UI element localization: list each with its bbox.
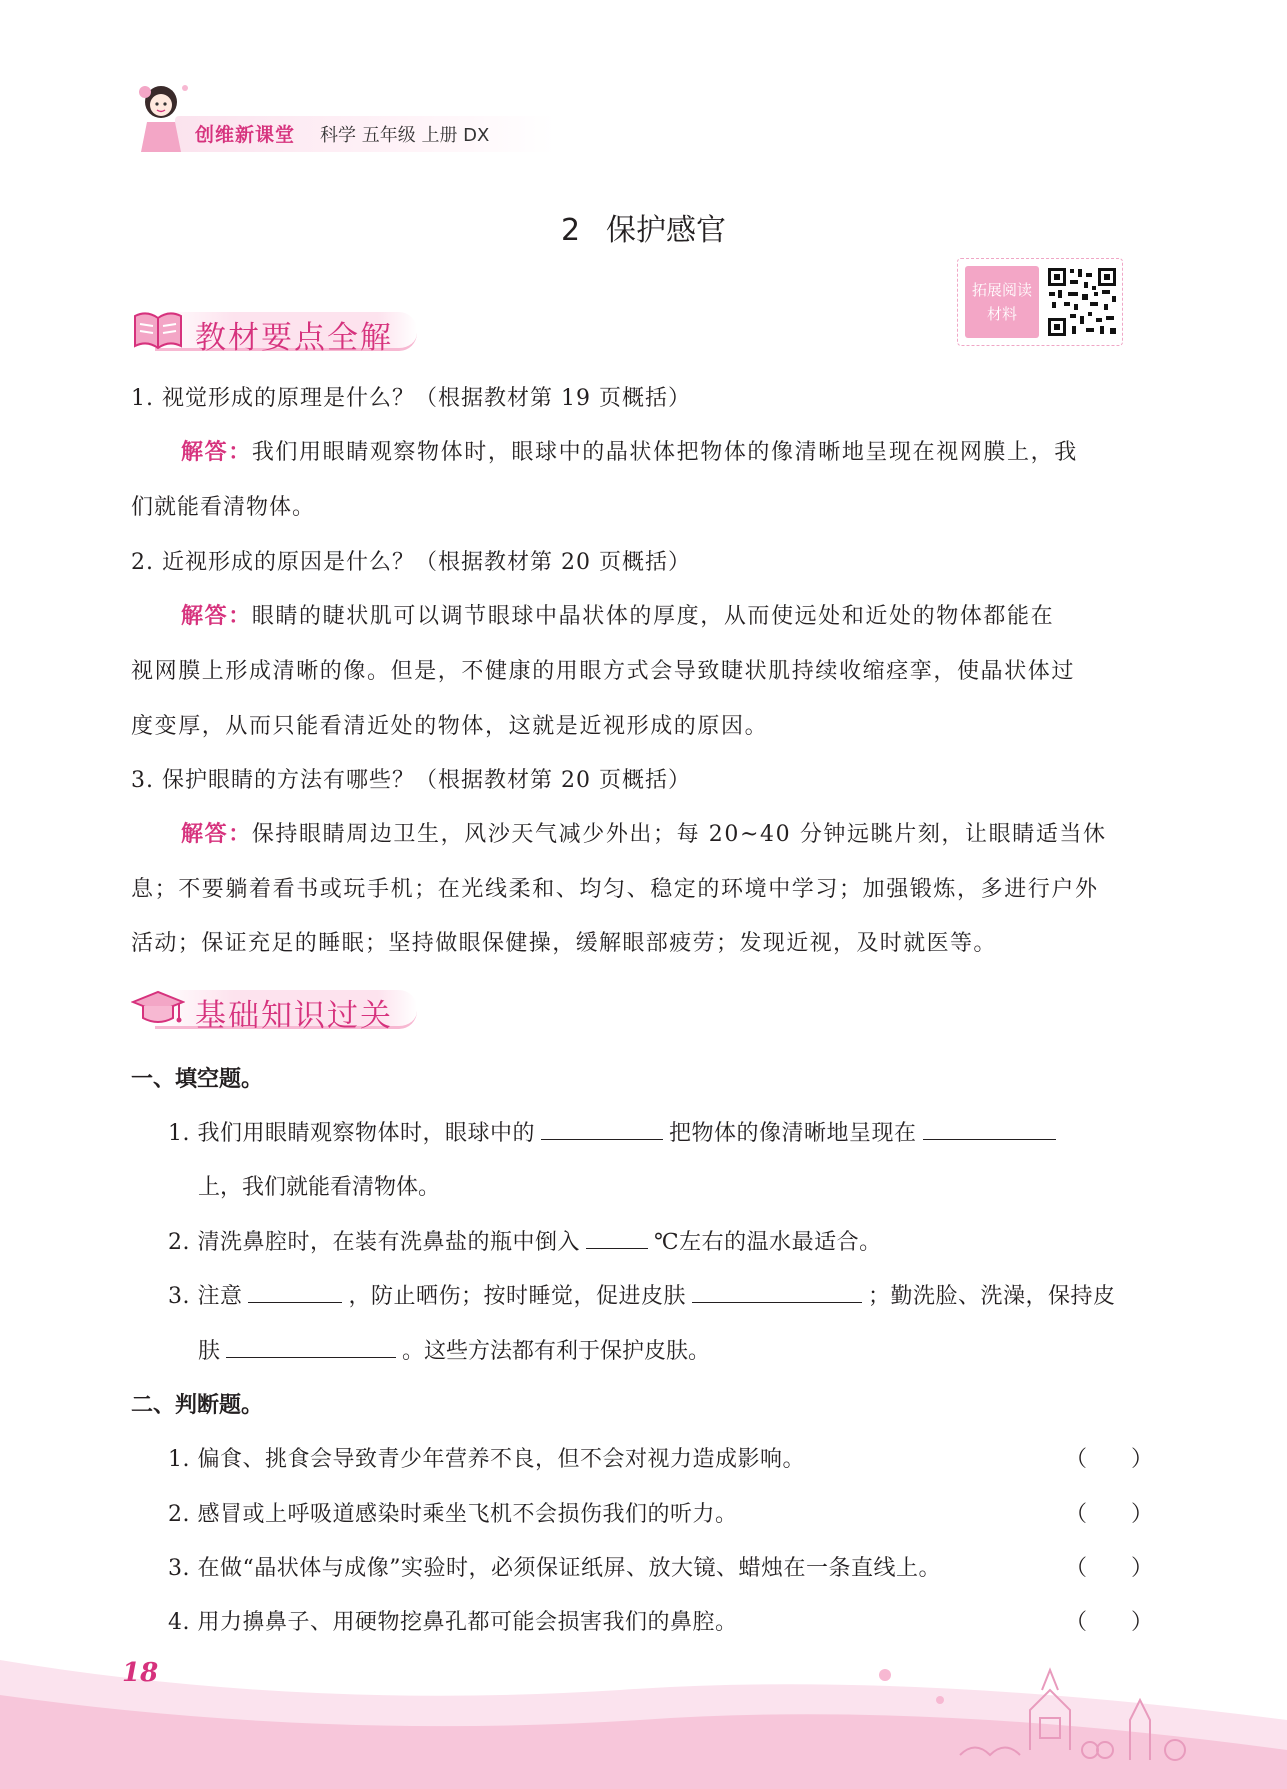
answer-3-line-1 <box>181 817 1137 848</box>
qr-reading-block[interactable] <box>957 258 1123 346</box>
fill-1-text-a: 1. 我们用眼睛观察物体时，眼球中的 <box>168 1121 535 1146</box>
answer-1-line-2: 们就能看清物体。 <box>131 495 316 520</box>
girl-mascot-icon <box>125 78 193 156</box>
book-icon <box>131 308 185 352</box>
judge-question-1: 1. 偏食、挑食会导致青少年营养不良，但不会对视力造成影响。 <box>168 1447 805 1472</box>
qr-label <box>965 266 1039 338</box>
fill-2-text-b: ℃左右的温水最适合。 <box>654 1230 882 1255</box>
judge-question-2: 2. 感冒或上呼吸道感染时乘坐飞机不会损伤我们的听力。 <box>168 1502 738 1527</box>
answer-label: 解答： <box>181 604 252 629</box>
judge-heading: 二、判断题。 <box>131 1393 264 1418</box>
answer-3-text: 保持眼睛周边卫生，风沙天气减少外出；每 20~40 分钟远眺片刻，让眼睛适当休 <box>251 822 1107 847</box>
question-2: 2. 近视形成的原因是什么？（根据教材第 20 页概括） <box>131 550 691 575</box>
fill-question-2 <box>168 1225 882 1256</box>
fill-3-text-d: 肤 <box>198 1339 221 1364</box>
lesson-title: 保护感官 <box>606 213 727 248</box>
answer-2-line-3: 度变厚，从而只能看清近处的物体，这就是近视形成的原因。 <box>131 714 769 739</box>
section-title: 教材要点全解 <box>195 320 393 356</box>
answer-2-text: 眼睛的睫状肌可以调节眼球中晶状体的厚度，从而使远处和近处的物体都能在 <box>251 604 1055 629</box>
fill-3-text-a: 3. 注意 <box>168 1284 243 1309</box>
answer-3-line-3: 活动；保证充足的睡眠；坚持做眼保健操，缓解眼部疲劳；发现近视，及时就医等。 <box>131 931 997 956</box>
qr-label-line2: 材料 <box>986 305 1017 323</box>
lesson-number: 2 <box>560 213 581 248</box>
blank-field[interactable] <box>248 1282 342 1303</box>
answer-2-line-2: 视网膜上形成清晰的像。但是，不健康的用眼方式会导致睫状肌持续收缩痉挛，使晶状体过 <box>131 659 1076 684</box>
blank-field[interactable] <box>692 1282 862 1303</box>
graduation-cap-icon <box>131 986 185 1030</box>
answer-2-line-1 <box>181 599 1137 630</box>
question-3: 3. 保护眼睛的方法有哪些？（根据教材第 20 页概括） <box>131 768 691 793</box>
section-head-textbook <box>131 300 431 356</box>
answer-label: 解答： <box>181 822 252 847</box>
qr-label-line1: 拓展阅读 <box>971 281 1032 299</box>
answer-parentheses[interactable]: （ ） <box>1065 1610 1154 1635</box>
fill-question-1-cont: 上，我们就能看清物体。 <box>198 1175 441 1200</box>
answer-label: 解答： <box>181 440 252 465</box>
answer-1-line-1 <box>181 435 1137 466</box>
answer-3-line-2: 息；不要躺着看书或玩手机；在光线柔和、均匀、稳定的环境中学习；加强锻炼，多进行户外 <box>131 877 1099 902</box>
fill-2-text-a: 2. 清洗鼻腔时，在装有洗鼻盐的瓶中倒入 <box>168 1230 580 1255</box>
fill-heading: 一、填空题。 <box>131 1067 264 1092</box>
page-title <box>0 205 1287 249</box>
section-title: 基础知识过关 <box>195 998 393 1034</box>
answer-parentheses[interactable]: （ ） <box>1065 1556 1154 1581</box>
fill-question-3 <box>168 1279 1116 1310</box>
fill-3-text-c: ；勤洗脸、洗澡，保持皮 <box>868 1284 1116 1309</box>
book-info: 科学 五年级 上册 DX <box>320 125 490 146</box>
question-1: 1. 视觉形成的原理是什么？（根据教材第 19 页概括） <box>131 386 691 411</box>
blank-field[interactable] <box>586 1228 648 1249</box>
page-header <box>125 78 555 158</box>
judge-question-3: 3. 在做“晶状体与成像”实验时，必须保证纸屏、放大镜、蜡烛在一条直线上。 <box>168 1556 941 1581</box>
section-head-basics <box>131 978 431 1034</box>
footer-decoration <box>0 1600 1287 1789</box>
fill-3-text-b: ，防止晒伤；按时睡觉，促进皮肤 <box>348 1284 686 1309</box>
answer-parentheses[interactable]: （ ） <box>1065 1447 1154 1472</box>
fill-question-3-cont <box>198 1334 710 1365</box>
page-number: 18 <box>122 1658 159 1688</box>
brand-name: 创维新课堂 <box>195 124 296 146</box>
judge-question-4: 4. 用力擤鼻子、用硬物挖鼻孔都可能会损害我们的鼻腔。 <box>168 1610 738 1635</box>
qr-code-icon[interactable] <box>1046 266 1118 338</box>
fill-question-1 <box>168 1116 1062 1147</box>
blank-field[interactable] <box>923 1119 1056 1140</box>
blank-field[interactable] <box>226 1337 396 1358</box>
blank-field[interactable] <box>541 1119 663 1140</box>
answer-parentheses[interactable]: （ ） <box>1065 1502 1154 1527</box>
fill-3-text-e: 。这些方法都有利于保护皮肤。 <box>402 1339 711 1364</box>
answer-1-text: 我们用眼睛观察物体时，眼球中的晶状体把物体的像清晰地呈现在视网膜上，我 <box>251 440 1078 465</box>
fill-1-text-b: 把物体的像清晰地呈现在 <box>669 1121 917 1146</box>
